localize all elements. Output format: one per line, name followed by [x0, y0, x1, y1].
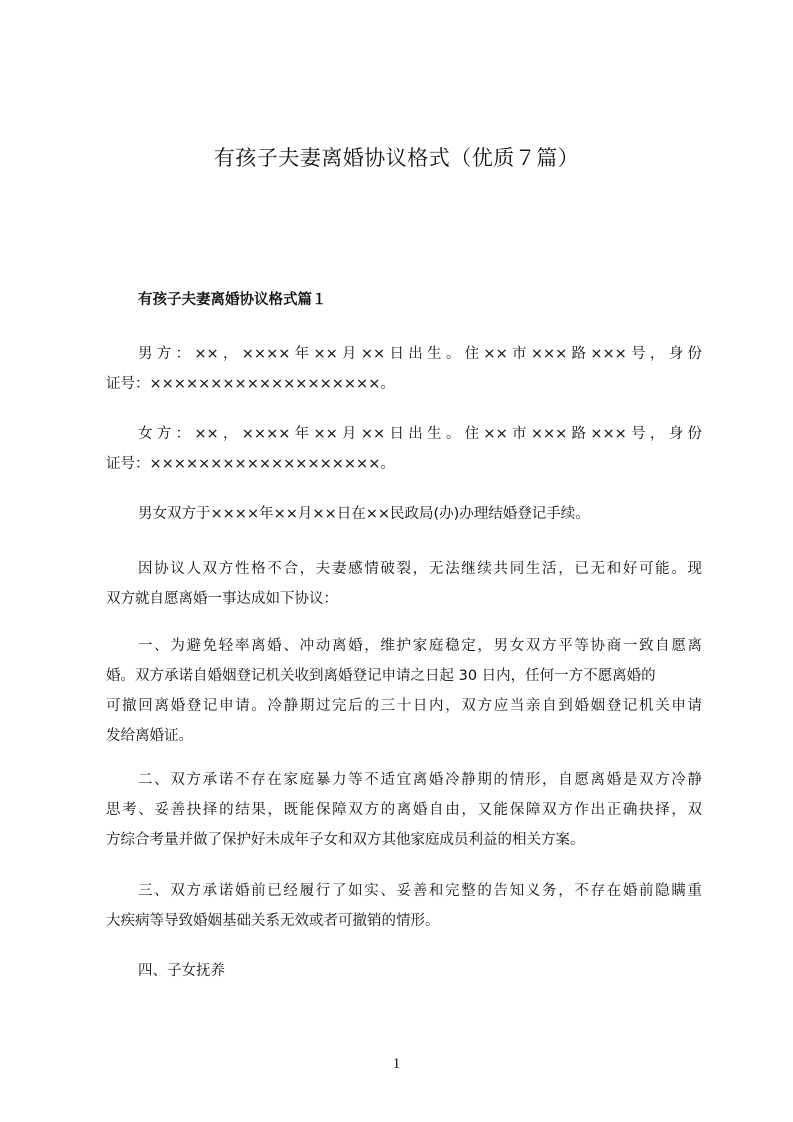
paragraph-line: 双方就自愿离婚一事达成如下协议： — [106, 591, 338, 607]
paragraph-line: 思考、妥善抉择的结果，既能保障双方的离婚自由，又能保障双方作出正确抉择，双 — [106, 802, 702, 818]
paragraph-clause-3 — [106, 876, 702, 936]
paragraph-line: 男女双方于××××年××月××日在××民政局(办)办理结婚登记手续。 — [138, 506, 590, 522]
paragraph-line: 二、双方承诺不存在家庭暴力等不适宜离婚冷静期的情形，自愿离婚是双方冷静 — [138, 772, 702, 788]
paragraph-line: 男方：××，××××年××月××日出生。住××市×××路×××号，身份 — [138, 346, 702, 362]
document-title: 有孩子夫妻离婚协议格式（优质７篇） — [213, 146, 580, 170]
paragraph-line: 三、双方承诺婚前已经履行了如实、妥善和完整的告知义务，不存在婚前隐瞒重 — [138, 883, 702, 899]
paragraph-husband-info — [106, 339, 702, 399]
paragraph-line: 证号：×××××××××××××××××××。 — [106, 456, 395, 472]
paragraph-line: 婚。双方承诺自婚姻登记机关收到离婚登记申请之日起 30 日内，任何一方不愿离婚的 — [106, 668, 656, 684]
paragraph-clause-4-heading — [106, 956, 702, 986]
paragraph-clause-1 — [106, 631, 702, 751]
paragraph-line: 因协议人双方性格不合，夫妻感情破裂，无法继续共同生活，已无和好可能。现 — [138, 561, 702, 577]
page-number: 1 — [392, 1056, 401, 1072]
paragraph-line: 四、子女抚养 — [138, 963, 225, 979]
paragraph-reason — [106, 554, 702, 614]
paragraph-line: 方综合考量并做了保护好未成年子女和双方其他家庭成员利益的相关方案。 — [106, 832, 585, 848]
section-heading: 有孩子夫妻离婚协议格式篇１ — [138, 292, 327, 308]
paragraph-wife-info — [106, 419, 702, 479]
paragraph-line: 大疾病等导致婚姻基础关系无效或者可撤销的情形。 — [106, 913, 440, 929]
paragraph-line: 发给离婚证。 — [106, 728, 193, 744]
paragraph-line: 一、为避免轻率离婚、冲动离婚，维护家庭稳定，男女双方平等协商一致自愿离 — [138, 638, 702, 654]
paragraph-marriage-registration — [106, 499, 702, 529]
paragraph-clause-2 — [106, 765, 702, 855]
paragraph-line: 可撤回离婚登记申请。冷静期过完后的三十日内，双方应当亲自到婚姻登记机关申请 — [106, 698, 702, 714]
paragraph-line: 女方：××，××××年××月××日出生。住××市×××路×××号，身份 — [138, 426, 702, 442]
paragraph-line: 证号：×××××××××××××××××××。 — [106, 376, 395, 392]
